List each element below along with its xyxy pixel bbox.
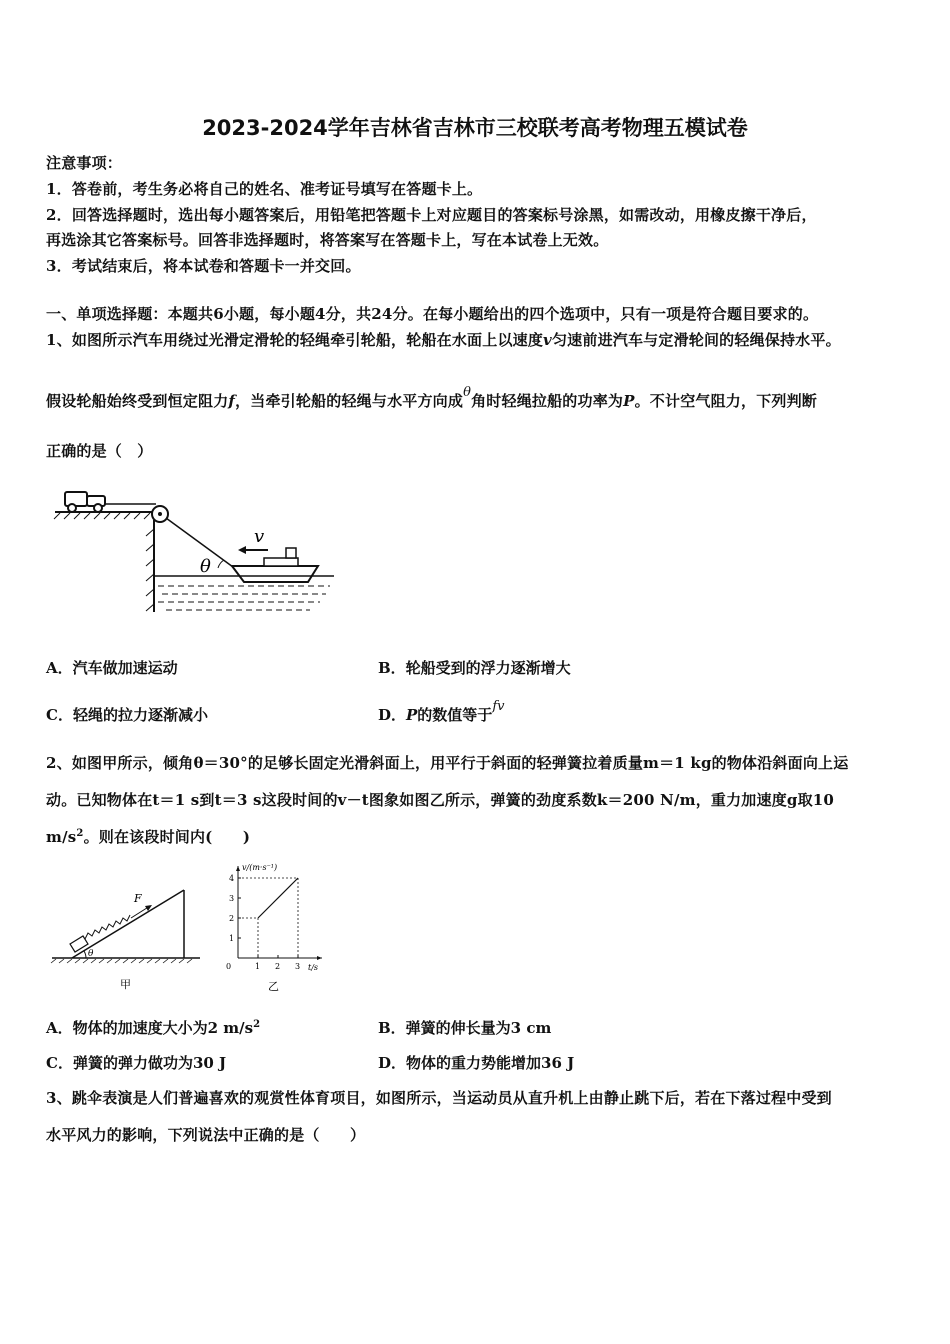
q1-option-b[interactable]: B．轮船受到的浮力逐渐增大	[378, 659, 571, 677]
theta-symbol: θ	[463, 385, 472, 400]
q1-theta-label: θ	[200, 556, 211, 577]
section-heading: 一、单项选择题：本题共6小题，每小题4分，共24分。在每小题给出的四个选项中，只有一项是符合题目要求的。	[46, 305, 819, 323]
q2-F-label: F	[134, 892, 142, 905]
chart-x-tick: 3	[295, 962, 301, 971]
q2-option-a[interactable]: A．物体的加速度大小为2 $m/s^2$	[46, 1019, 261, 1037]
q2-caption-jia: 甲	[120, 978, 131, 991]
q1-line3: 正确的是（ ）	[46, 442, 153, 460]
q2-theta-label: θ	[88, 949, 94, 959]
q1-option-a[interactable]: A．汽车做加速运动	[46, 659, 178, 677]
q2-option-c[interactable]: C．弹簧的弹力做功为30 J	[46, 1054, 227, 1072]
chart-series-line	[258, 878, 298, 918]
q1-v-label: v	[254, 526, 265, 547]
chart-x-tick: 2	[275, 962, 281, 971]
q1-option-d[interactable]: D．P的数值等于fv	[378, 699, 505, 724]
q3-line2: 水平风力的影响，下列说法中正确的是（ ）	[46, 1126, 366, 1144]
q2-line3: $m/s^2$。则在该段时间内( )	[46, 828, 251, 846]
q2-incline-figure	[48, 882, 208, 992]
notice-item: 3．考试结束后，将本试卷和答题卡一并交回。	[46, 257, 361, 275]
q2-option-b[interactable]: B．弹簧的伸长量为3 cm	[378, 1019, 552, 1037]
q1-line1: 1、如图所示汽车用绕过光滑定滑轮的轻绳牵引轮船，轮船在水面上以速度v匀速前进汽车与定滑轮间的轻绳保持水平。	[46, 331, 841, 349]
q2-line1: 2、如图甲所示，倾角θ＝30°的足够长固定光滑斜面上，用平行于斜面的轻弹簧拉着质量m＝1 kg的物体沿斜面向上运	[46, 754, 849, 772]
notice-heading: 注意事项：	[46, 154, 123, 172]
notice-item: 2．回答选择题时，选出每小题答案后，用铅笔把答题卡上对应题目的答案标号涂黑，如需改动，用橡皮擦干净后，	[46, 206, 817, 224]
q1-line2: 假设轮船始终受到恒定阻力f，当牵引轮船的轻绳与水平方向成θ角时轻绳拉船的功率为P。不计空气阻力，下列判断	[46, 385, 818, 410]
q3-line1: 3、跳伞表演是人们普遍喜欢的观赏性体育项目，如图所示，当运动员从直升机上由静止跳下后，若在下落过程中受到	[46, 1089, 832, 1107]
chart-y-label: v/(m·s⁻¹)	[242, 863, 278, 872]
car-icon	[65, 492, 105, 512]
notice-item: 1．答卷前，考生务必将自己的姓名、准考证号填写在答题卡上。	[46, 180, 483, 198]
q1-figure	[50, 484, 340, 616]
chart-x-tick: 1	[255, 962, 261, 971]
chart-y-tick: 3	[229, 894, 235, 903]
q2-caption-yi: 乙	[268, 980, 279, 993]
chart-y-tick: 1	[229, 934, 235, 943]
q2-vt-chart	[222, 858, 332, 994]
notice-item: 再选涂其它答案标号。回答非选择题时，将答案写在答题卡上，写在本试卷上无效。	[46, 231, 609, 249]
page-title: 2023-2024学年吉林省吉林市三校联考高考物理五模试卷	[202, 116, 748, 140]
chart-y-tick: 4	[229, 874, 235, 883]
q2-line2: 动。已知物体在t＝1 s到t＝3 s这段时间的v－t图象如图乙所示，弹簧的劲度系数k＝200 N/m，重力加速度g取10	[46, 791, 835, 809]
chart-x-label: t/s	[308, 963, 319, 972]
chart-y-tick: 2	[229, 914, 235, 923]
q1-option-c[interactable]: C．轻绳的拉力逐渐减小	[46, 706, 208, 724]
q2-option-d[interactable]: D．物体的重力势能增加36 J	[378, 1054, 575, 1072]
chart-x-tick: 0	[226, 962, 232, 971]
